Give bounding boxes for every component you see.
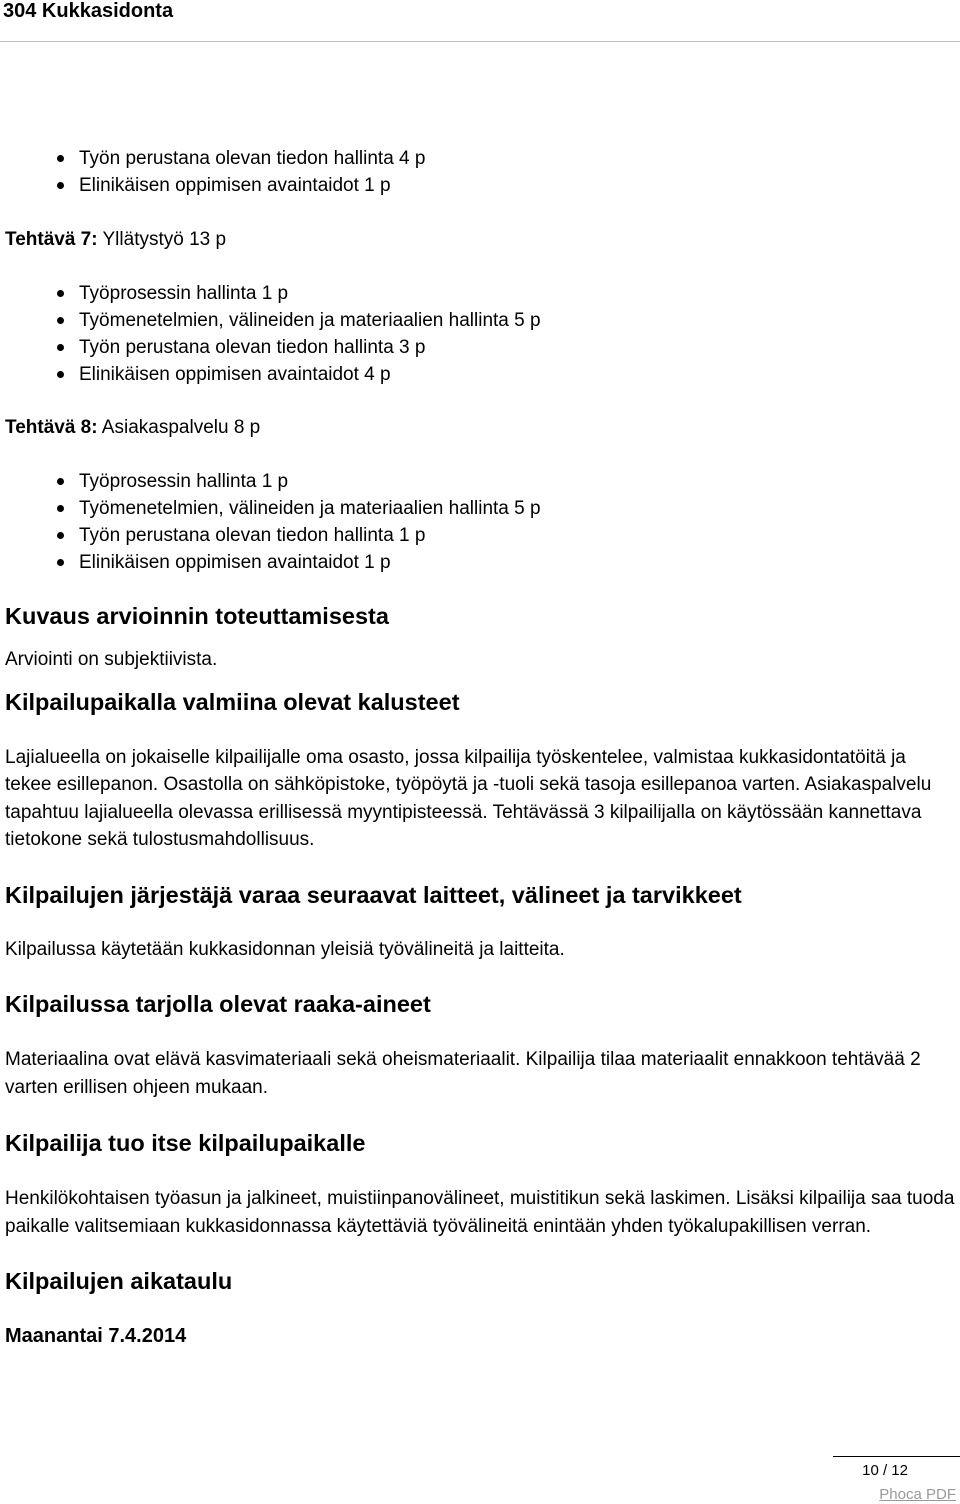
section-heading-itse: Kilpailija tuo itse kilpailupaikalle — [5, 1130, 366, 1156]
list-item: Työprosessin hallinta 1 p — [5, 280, 955, 307]
section-text-kalusteet: Lajialueella on jokaiselle kilpailijalle oma osasto, jossa kilpailija työskentelee, valmistaa kukkasidontatöitä ja tekee esillepanon. Osastolla on sähköpistoke, työpöytä ja -tuoli sekä tasoja esillepanoa varten. Asiakaspalvelu tapahtuu lajialueella olevassa erillisessä myyntipisteessä. Tehtävässä 3 kilpailijalla on käytössään kannettava tietokone sekä tulostusmahdollisuus. — [5, 746, 932, 850]
list-item: Elinikäisen oppimisen avaintaidot 1 p — [5, 549, 955, 576]
task-8-label: Tehtävä 8: — [5, 417, 98, 438]
section-heading-raaka-aineet: Kilpailussa tarjolla olevat raaka-aineet — [5, 991, 431, 1017]
section-heading-kalusteet: Kilpailupaikalla valmiina olevat kalusteet — [5, 688, 460, 715]
list-item: Työmenetelmien, välineiden ja materiaalien hallinta 5 p — [5, 495, 955, 522]
task-8-title: Asiakaspalvelu 8 p — [97, 417, 261, 438]
criteria-list-top — [5, 145, 955, 199]
generator-link[interactable]: Phoca PDF — [879, 1486, 956, 1503]
section-text-itse: Henkilökohtaisen työasun ja jalkineet, muistiinpanovälineet, muistitikun sekä laskimen. Lisäksi kilpailija saa tuoda paikalle valitsemiaan kukkasidonnassa käytettäviä työvälineitä enintään yhden työkalupakillisen verran. — [5, 1188, 955, 1237]
section-text-arviointi: Arviointi on subjektiivista. — [5, 649, 218, 670]
schedule-date: Maanantai 7.4.2014 — [5, 1325, 187, 1347]
page-number: 10 / 12 — [862, 1462, 908, 1479]
section-text-laitteet: Kilpailussa käytetään kukkasidonnan yleisiä työvälineitä ja laitteita. — [5, 938, 565, 960]
list-item: Elinikäisen oppimisen avaintaidot 4 p — [5, 361, 955, 388]
task-7-heading — [5, 226, 955, 253]
footer-divider — [833, 1456, 960, 1457]
section-text-raaka-aineet: Materiaalina ovat elävä kasvimateriaali sekä oheismateriaalit. Kilpailija tilaa materiaalit ennakkoon tehtävää 2 varten erillisen ohjeen mukaan. — [5, 1049, 921, 1098]
task-8-heading — [5, 414, 955, 441]
section-heading-aikataulu: Kilpailujen aikataulu — [5, 1268, 233, 1294]
list-item: Työn perustana olevan tiedon hallinta 1 p — [5, 522, 955, 549]
list-item: Työn perustana olevan tiedon hallinta 4 p — [5, 145, 955, 172]
list-item: Työmenetelmien, välineiden ja materiaalien hallinta 5 p — [5, 307, 955, 334]
document-body — [5, 145, 955, 1350]
task-8-criteria-list — [5, 468, 955, 576]
section-heading-laitteet: Kilpailujen järjestäjä varaa seuraavat laitteet, välineet ja tarvikkeet — [5, 881, 742, 908]
header-divider — [0, 41, 960, 42]
task-7-label: Tehtävä 7: — [5, 229, 98, 250]
list-item: Työprosessin hallinta 1 p — [5, 468, 955, 495]
section-heading-arviointi: Kuvaus arvioinnin toteuttamisesta — [5, 603, 389, 629]
task-7-criteria-list — [5, 280, 955, 388]
list-item: Työn perustana olevan tiedon hallinta 3 p — [5, 334, 955, 361]
task-7-title: Yllätystyö 13 p — [97, 229, 227, 250]
page-header-title: 304 Kukkasidonta — [3, 0, 174, 22]
list-item: Elinikäisen oppimisen avaintaidot 1 p — [5, 172, 955, 199]
